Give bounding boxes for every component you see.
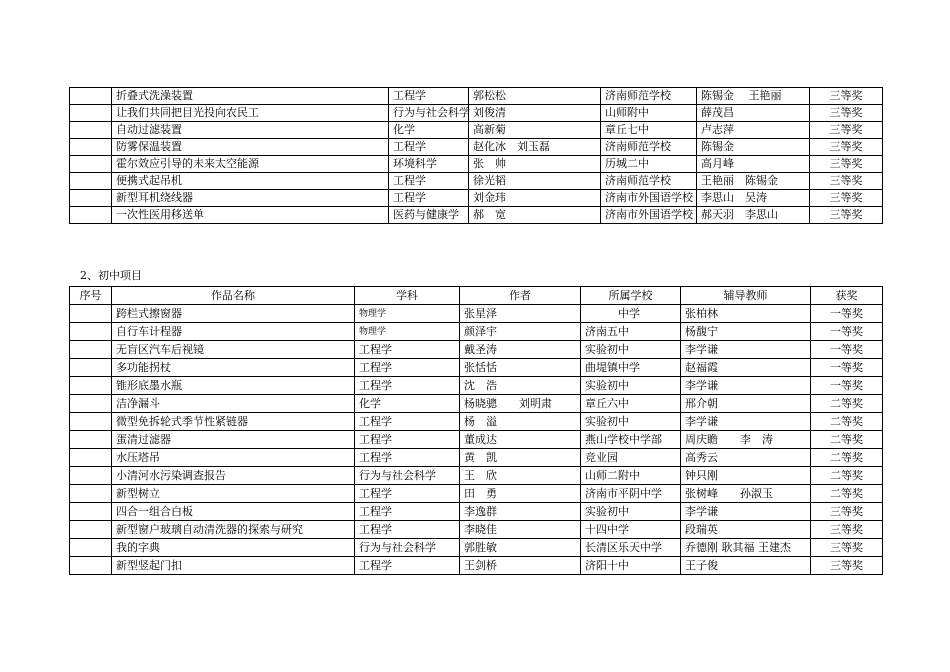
cell-award: 二等奖 bbox=[811, 467, 883, 485]
cell-subject: 物理学 bbox=[355, 323, 460, 341]
cell-award: 二等奖 bbox=[811, 431, 883, 449]
cell-no bbox=[70, 449, 112, 467]
cell-subject: 环境科学 bbox=[389, 156, 469, 173]
cell-school: 中学 bbox=[581, 305, 681, 323]
cell-no bbox=[70, 207, 112, 224]
cell-school: 竞业园 bbox=[581, 449, 681, 467]
cell-subject: 工程学 bbox=[355, 557, 460, 575]
cell-no bbox=[70, 521, 112, 539]
cell-award: 二等奖 bbox=[811, 395, 883, 413]
cell-no bbox=[70, 122, 112, 139]
header-subject: 学科 bbox=[355, 287, 460, 305]
cell-author: 李逸群 bbox=[460, 503, 581, 521]
cell-teacher: 钟只刚 bbox=[681, 467, 811, 485]
cell-name: 跨栏式擦窗器 bbox=[112, 305, 355, 323]
table-row bbox=[70, 305, 883, 323]
table-row bbox=[70, 105, 883, 122]
cell-subject: 工程学 bbox=[355, 359, 460, 377]
cell-teacher: 卢志萍 bbox=[697, 122, 810, 139]
cell-name: 一次性医用移送单 bbox=[112, 207, 389, 224]
cell-school: 燕山学校中学部 bbox=[581, 431, 681, 449]
cell-teacher: 陈锡金 bbox=[697, 139, 810, 156]
cell-author: 黄 凯 bbox=[460, 449, 581, 467]
cell-teacher: 李学谦 bbox=[681, 413, 811, 431]
cell-teacher: 王子俊 bbox=[681, 557, 811, 575]
table-row bbox=[70, 173, 883, 190]
cell-award: 一等奖 bbox=[811, 359, 883, 377]
cell-author: 高新菊 bbox=[469, 122, 601, 139]
cell-school: 济南师范学校 bbox=[601, 139, 697, 156]
cell-name: 多功能拐杖 bbox=[112, 359, 355, 377]
cell-author: 颜泽宇 bbox=[460, 323, 581, 341]
cell-award: 一等奖 bbox=[811, 323, 883, 341]
table-row bbox=[70, 359, 883, 377]
table-row bbox=[70, 557, 883, 575]
cell-school: 济南五中 bbox=[581, 323, 681, 341]
cell-subject: 工程学 bbox=[355, 449, 460, 467]
cell-award: 一等奖 bbox=[811, 305, 883, 323]
cell-name: 新型树立 bbox=[112, 485, 355, 503]
cell-subject: 工程学 bbox=[389, 190, 469, 207]
table-row bbox=[70, 431, 883, 449]
cell-name: 锥形底墨水瓶 bbox=[112, 377, 355, 395]
cell-author: 杨 溢 bbox=[460, 413, 581, 431]
cell-author: 沈 浩 bbox=[460, 377, 581, 395]
cell-subject: 工程学 bbox=[355, 341, 460, 359]
cell-teacher: 李学谦 bbox=[681, 503, 811, 521]
cell-teacher: 赵福霞 bbox=[681, 359, 811, 377]
cell-name: 四合一组合白板 bbox=[112, 503, 355, 521]
cell-award: 三等奖 bbox=[810, 139, 883, 156]
cell-author: 李晓佳 bbox=[460, 521, 581, 539]
cell-author: 董成达 bbox=[460, 431, 581, 449]
cell-teacher: 张柏林 bbox=[681, 305, 811, 323]
cell-author: 张 帅 bbox=[469, 156, 601, 173]
cell-teacher: 段瑞英 bbox=[681, 521, 811, 539]
header-teacher: 辅导教师 bbox=[681, 287, 811, 305]
cell-author: 徐光韬 bbox=[469, 173, 601, 190]
cell-school: 实验初中 bbox=[581, 341, 681, 359]
cell-award: 一等奖 bbox=[811, 377, 883, 395]
cell-teacher: 周庆瞻 李 涛 bbox=[681, 431, 811, 449]
cell-teacher: 李思山 吴涛 bbox=[697, 190, 810, 207]
header-award: 获奖 bbox=[811, 287, 883, 305]
cell-author: 王剑桥 bbox=[460, 557, 581, 575]
table-row bbox=[70, 449, 883, 467]
cell-subject: 工程学 bbox=[355, 413, 460, 431]
table-row bbox=[70, 395, 883, 413]
cell-school: 济南师范学校 bbox=[601, 173, 697, 190]
table-row bbox=[70, 503, 883, 521]
cell-award: 三等奖 bbox=[810, 105, 883, 122]
table-row bbox=[70, 521, 883, 539]
cell-no bbox=[70, 485, 112, 503]
table-row bbox=[70, 190, 883, 207]
cell-teacher: 李学谦 bbox=[681, 341, 811, 359]
cell-name: 新型竖起门扣 bbox=[112, 557, 355, 575]
cell-award: 三等奖 bbox=[810, 156, 883, 173]
cell-award: 一等奖 bbox=[811, 341, 883, 359]
cell-subject: 工程学 bbox=[389, 139, 469, 156]
cell-author: 赵化冰 刘玉磊 bbox=[469, 139, 601, 156]
cell-subject: 工程学 bbox=[355, 521, 460, 539]
cell-award: 三等奖 bbox=[810, 88, 883, 105]
cell-subject: 行为与社会科学 bbox=[389, 105, 469, 122]
cell-school: 长清区乐天中学 bbox=[581, 539, 681, 557]
table-row bbox=[70, 377, 883, 395]
cell-no bbox=[70, 88, 112, 105]
cell-name: 洁净漏斗 bbox=[112, 395, 355, 413]
cell-no bbox=[70, 377, 112, 395]
cell-teacher: 高月峰 bbox=[697, 156, 810, 173]
cell-name: 水压塔吊 bbox=[112, 449, 355, 467]
cell-author: 郭松松 bbox=[469, 88, 601, 105]
cell-subject: 医药与健康学 bbox=[389, 207, 469, 224]
cell-no bbox=[70, 190, 112, 207]
header-author: 作者 bbox=[460, 287, 581, 305]
cell-subject: 工程学 bbox=[355, 431, 460, 449]
cell-teacher: 薛茂昌 bbox=[697, 105, 810, 122]
header-no: 序号 bbox=[70, 287, 112, 305]
cell-school: 山师二附中 bbox=[581, 467, 681, 485]
cell-teacher: 郝天羽 李思山 bbox=[697, 207, 810, 224]
cell-teacher: 张树峰 孙淑玉 bbox=[681, 485, 811, 503]
cell-subject: 行为与社会科学 bbox=[355, 467, 460, 485]
cell-author: 张星泽 bbox=[460, 305, 581, 323]
cell-author: 郝 宽 bbox=[469, 207, 601, 224]
cell-name: 自行车计程器 bbox=[112, 323, 355, 341]
cell-teacher: 王艳丽 陈锡金 bbox=[697, 173, 810, 190]
cell-subject: 化学 bbox=[389, 122, 469, 139]
cell-name: 新型窗户玻璃自动清洗器的探索与研究 bbox=[112, 521, 355, 539]
cell-no bbox=[70, 359, 112, 377]
cell-name: 便携式起吊机 bbox=[112, 173, 389, 190]
cell-award: 二等奖 bbox=[811, 449, 883, 467]
cell-author: 刘俊清 bbox=[469, 105, 601, 122]
cell-subject: 工程学 bbox=[355, 503, 460, 521]
cell-name: 蛋清过滤器 bbox=[112, 431, 355, 449]
cell-award: 三等奖 bbox=[811, 521, 883, 539]
cell-school: 实验初中 bbox=[581, 503, 681, 521]
cell-teacher: 邢介朝 bbox=[681, 395, 811, 413]
cell-subject: 化学 bbox=[355, 395, 460, 413]
cell-subject: 工程学 bbox=[355, 377, 460, 395]
cell-teacher: 高秀云 bbox=[681, 449, 811, 467]
header-school: 所属学校 bbox=[581, 287, 681, 305]
cell-no bbox=[70, 503, 112, 521]
cell-subject: 工程学 bbox=[389, 173, 469, 190]
cell-school: 济阳十中 bbox=[581, 557, 681, 575]
cell-subject: 工程学 bbox=[389, 88, 469, 105]
table-row bbox=[70, 467, 883, 485]
cell-no bbox=[70, 173, 112, 190]
cell-school: 章丘七中 bbox=[601, 122, 697, 139]
table-row bbox=[70, 485, 883, 503]
cell-name: 小清河水污染调查报告 bbox=[112, 467, 355, 485]
cell-subject: 行为与社会科学 bbox=[355, 539, 460, 557]
cell-name: 折叠式洗澡装置 bbox=[112, 88, 389, 105]
cell-author: 刘金玮 bbox=[469, 190, 601, 207]
cell-school: 济南市外国语学校 bbox=[601, 190, 697, 207]
cell-no bbox=[70, 341, 112, 359]
cell-author: 杨晓骢 刘明肃 bbox=[460, 395, 581, 413]
award-table-continued bbox=[69, 87, 883, 224]
cell-award: 二等奖 bbox=[811, 413, 883, 431]
cell-no bbox=[70, 539, 112, 557]
cell-name: 自动过滤装置 bbox=[112, 122, 389, 139]
cell-subject: 物理学 bbox=[355, 305, 460, 323]
cell-school: 历城二中 bbox=[601, 156, 697, 173]
cell-school: 实验初中 bbox=[581, 413, 681, 431]
cell-name: 霍尔效应引导的未来太空能源 bbox=[112, 156, 389, 173]
table-row bbox=[70, 413, 883, 431]
table-row bbox=[70, 122, 883, 139]
cell-author: 戴圣涛 bbox=[460, 341, 581, 359]
cell-no bbox=[70, 467, 112, 485]
table-row bbox=[70, 341, 883, 359]
table-row bbox=[70, 207, 883, 224]
table-row bbox=[70, 88, 883, 105]
cell-no bbox=[70, 431, 112, 449]
cell-name: 微型免拆轮式季节性紧链器 bbox=[112, 413, 355, 431]
cell-no bbox=[70, 413, 112, 431]
cell-school: 济南师范学校 bbox=[601, 88, 697, 105]
cell-award: 二等奖 bbox=[811, 485, 883, 503]
cell-name: 防雾保温装置 bbox=[112, 139, 389, 156]
table-row bbox=[70, 139, 883, 156]
cell-award: 三等奖 bbox=[810, 190, 883, 207]
cell-school: 济南市平阴中学 bbox=[581, 485, 681, 503]
cell-author: 郭胜敏 bbox=[460, 539, 581, 557]
cell-teacher: 陈锡金 王艳丽 bbox=[697, 88, 810, 105]
cell-school: 章丘六中 bbox=[581, 395, 681, 413]
cell-no bbox=[70, 557, 112, 575]
cell-name: 让我们共同把目光投向农民工 bbox=[112, 105, 389, 122]
cell-award: 三等奖 bbox=[811, 503, 883, 521]
cell-award: 三等奖 bbox=[811, 539, 883, 557]
cell-name: 新型耳机绕线器 bbox=[112, 190, 389, 207]
cell-no bbox=[70, 156, 112, 173]
cell-author: 张恬恬 bbox=[460, 359, 581, 377]
cell-school: 曲堤镇中学 bbox=[581, 359, 681, 377]
cell-name: 无盲区汽车后视镜 bbox=[112, 341, 355, 359]
cell-no bbox=[70, 323, 112, 341]
cell-school: 实验初中 bbox=[581, 377, 681, 395]
cell-school: 十四中学 bbox=[581, 521, 681, 539]
table-row bbox=[70, 539, 883, 557]
section-heading: 2、初中项目 bbox=[80, 269, 142, 282]
cell-award: 三等奖 bbox=[810, 207, 883, 224]
junior-high-award-table bbox=[69, 286, 883, 575]
cell-author: 王 欣 bbox=[460, 467, 581, 485]
cell-award: 三等奖 bbox=[811, 557, 883, 575]
cell-name: 我的字典 bbox=[112, 539, 355, 557]
cell-award: 三等奖 bbox=[810, 122, 883, 139]
cell-teacher: 乔德刚 耿其福 王建杰 bbox=[681, 539, 811, 557]
cell-author: 田 勇 bbox=[460, 485, 581, 503]
header-name: 作品名称 bbox=[112, 287, 355, 305]
cell-teacher: 杨馥宁 bbox=[681, 323, 811, 341]
table-row bbox=[70, 156, 883, 173]
table-header-row bbox=[70, 287, 883, 305]
cell-school: 山师附中 bbox=[601, 105, 697, 122]
cell-no bbox=[70, 105, 112, 122]
cell-no bbox=[70, 139, 112, 156]
cell-subject: 工程学 bbox=[355, 485, 460, 503]
table-row bbox=[70, 323, 883, 341]
cell-no bbox=[70, 305, 112, 323]
cell-award: 三等奖 bbox=[810, 173, 883, 190]
cell-no bbox=[70, 395, 112, 413]
cell-school: 济南市外国语学校 bbox=[601, 207, 697, 224]
cell-teacher: 李学谦 bbox=[681, 377, 811, 395]
